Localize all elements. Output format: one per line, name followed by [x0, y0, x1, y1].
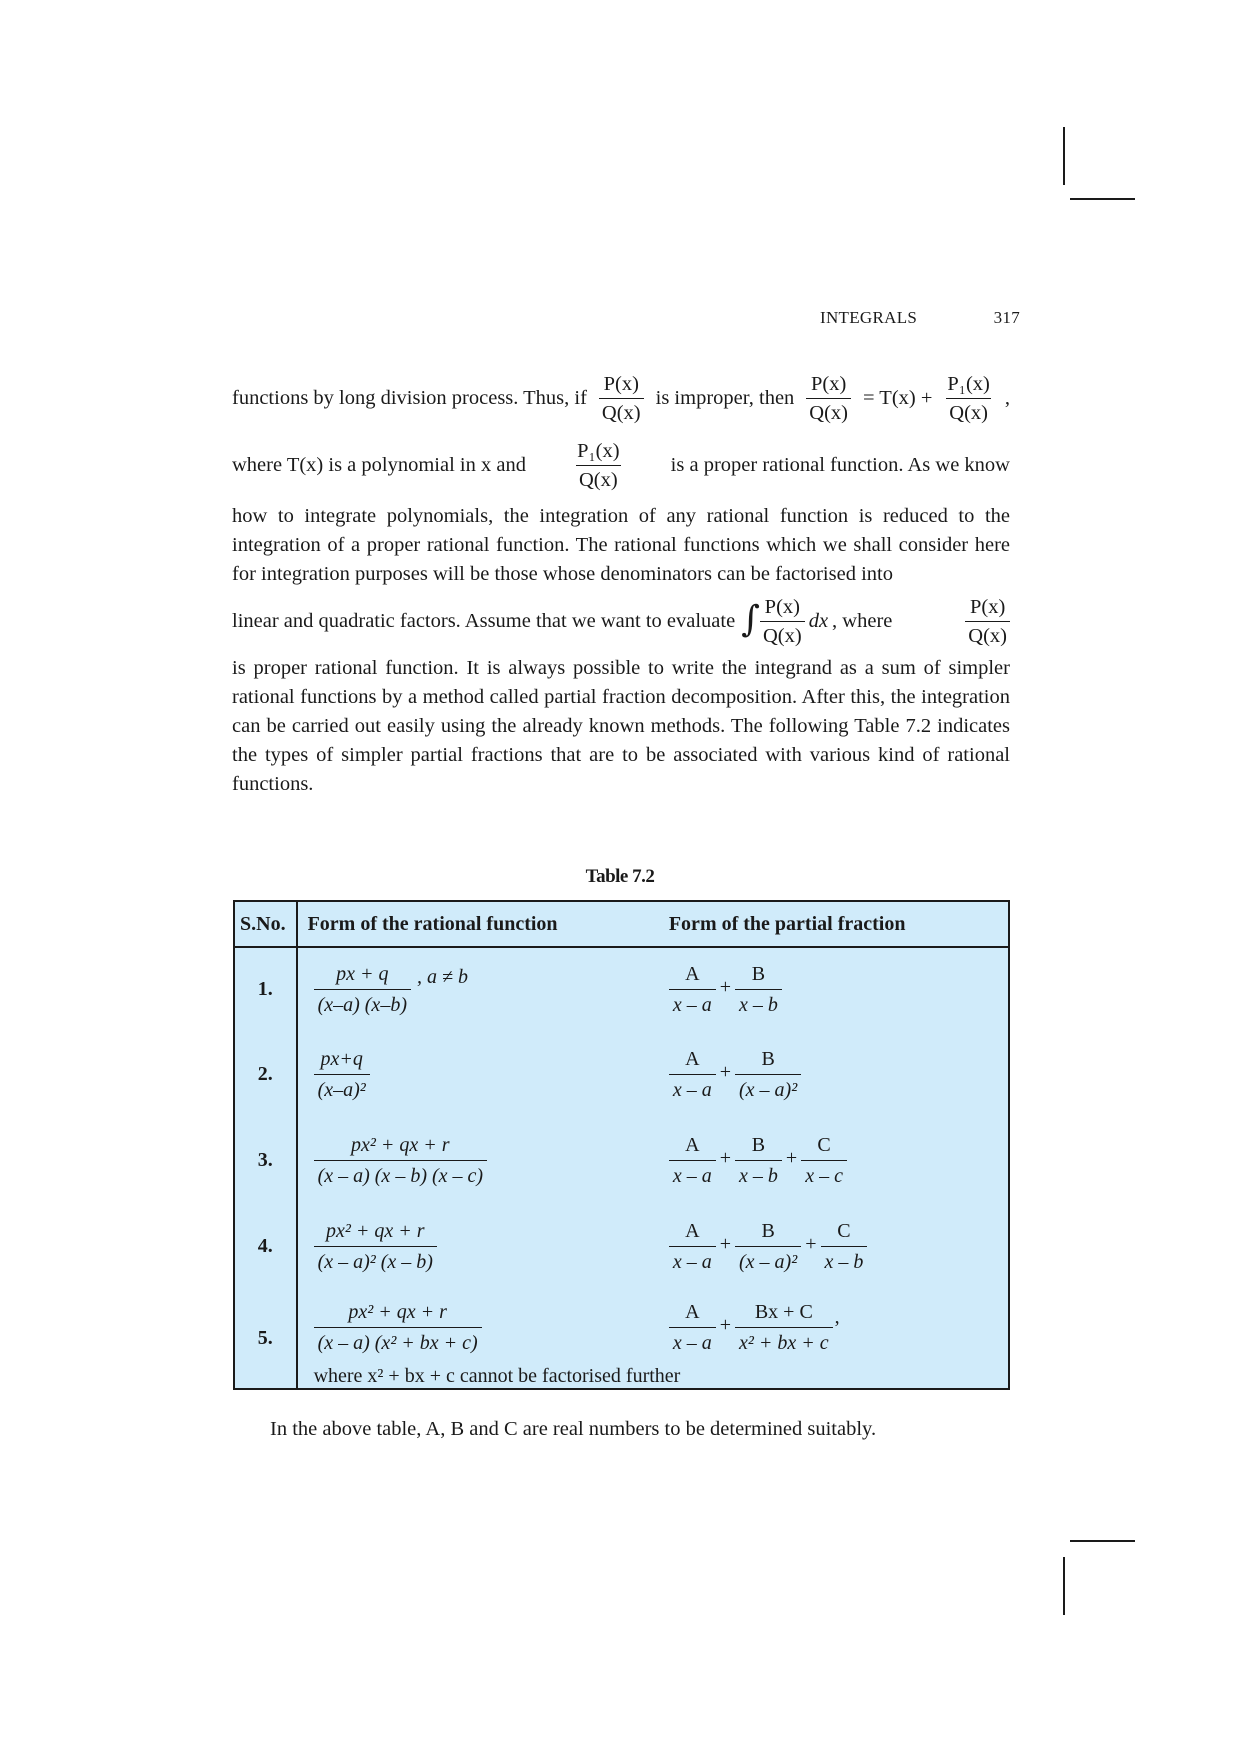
frac-numerator: B — [751, 963, 766, 985]
frac-denominator: (x – a)² — [735, 1246, 801, 1274]
page-number: 317 — [993, 308, 1020, 327]
frac-numerator: B — [751, 1133, 766, 1156]
plus-sign: + — [785, 1146, 798, 1169]
frac-denominator: Q(x) — [806, 398, 851, 425]
line2-text-a: where T(x) is a polynomial in x and — [232, 454, 526, 476]
fraction-p-over-q — [599, 372, 644, 425]
table-header-row — [234, 901, 1009, 947]
frac-denominator: (x – a) (x – b) (x – c) — [314, 1160, 487, 1188]
partial-fraction-cell — [669, 947, 1009, 1031]
table-caption: Table 7.2 — [585, 866, 655, 887]
rational-fraction — [314, 1219, 437, 1274]
plus-sign: + — [719, 1146, 732, 1169]
rational-function-cell — [297, 1289, 669, 1365]
partial-fraction-term — [735, 1219, 801, 1274]
frac-denominator: x – a — [669, 1160, 716, 1188]
fraction-p-over-q — [760, 595, 805, 648]
frac-denominator: Q(x) — [576, 465, 621, 492]
table-row — [234, 1031, 1009, 1117]
frac-numerator: P(x) — [810, 373, 847, 395]
partial-fraction-sum — [669, 1300, 1008, 1355]
fraction-p1-over-q — [944, 372, 992, 425]
frac-numerator: C — [837, 1219, 851, 1242]
frac-denominator: x – b — [821, 1246, 868, 1274]
partial-fraction-term — [669, 1133, 716, 1188]
frac-numerator: P(x) — [603, 373, 639, 395]
paragraph-1 — [232, 502, 1010, 589]
partial-fraction-cell — [669, 1289, 1009, 1365]
paragraph-2 — [232, 654, 1010, 799]
partial-fraction-term — [801, 1133, 847, 1188]
frac-denominator: x – a — [669, 1327, 716, 1355]
line1-tail: , — [1004, 387, 1010, 409]
frac-denominator: Q(x) — [946, 398, 991, 425]
partial-fraction-sum — [669, 962, 1008, 1017]
running-head — [820, 308, 1020, 328]
frac-numerator: px² + qx + r — [351, 1133, 450, 1156]
rational-fraction — [314, 1133, 487, 1188]
rational-function-cell — [297, 947, 669, 1031]
partial-fraction-term — [735, 962, 782, 1017]
paragraph-line-3 — [232, 595, 1010, 648]
condition-text: , a ≠ b — [416, 966, 468, 988]
frac-denominator: x – a — [669, 1246, 716, 1274]
frac-denominator: (x – a)² (x – b) — [314, 1246, 437, 1274]
fraction-p-over-q — [965, 595, 1010, 648]
paragraph-line-2 — [232, 439, 1010, 492]
paragraph-line-1 — [232, 372, 1010, 425]
row-number: 5. — [234, 1289, 297, 1389]
header-sno: S.No. — [234, 901, 297, 947]
table-row — [234, 1289, 1009, 1365]
frac-numerator: A — [685, 1219, 700, 1242]
partial-fraction-term — [821, 1219, 868, 1274]
frac-denominator: (x – a) (x² + bx + c) — [314, 1327, 482, 1355]
partial-fraction-cell — [669, 1031, 1009, 1117]
frac-denominator: Q(x) — [599, 398, 644, 425]
line1-text-a: functions by long division process. Thus, if — [232, 387, 587, 409]
frac-denominator: x – c — [801, 1160, 847, 1188]
rational-function-cell — [297, 1203, 669, 1289]
frac-numerator: A — [685, 1047, 700, 1070]
table-body — [234, 947, 1009, 1389]
partial-fractions-table — [233, 900, 1010, 1390]
frac-numerator: A — [685, 963, 700, 985]
crop-mark-top-horizontal — [1070, 198, 1135, 200]
footer-note: In the above table, A, B and C are real numbers to be determined suitably. — [270, 1418, 877, 1440]
frac-numerator: px² + qx + r — [348, 1300, 447, 1323]
plus-sign: + — [805, 1232, 817, 1255]
frac-numerator: px+q — [320, 1047, 363, 1070]
rational-function-cell — [297, 1117, 669, 1203]
frac-numerator: P(x) — [764, 596, 800, 618]
fraction-p-over-q — [806, 372, 851, 425]
table-note: where x² + bx + c cannot be factorised further — [313, 1365, 681, 1387]
fraction-p1-over-q — [574, 439, 622, 492]
frac-denominator: (x–a) (x–b) — [314, 989, 411, 1017]
frac-numerator: A — [685, 1133, 700, 1156]
line3-text-b: , where — [832, 610, 893, 632]
plus-sign: + — [719, 1232, 732, 1255]
rational-function — [314, 1300, 669, 1355]
frac-denominator: (x–a)² — [314, 1074, 370, 1102]
running-head-title: INTEGRALS — [820, 308, 918, 327]
plus-sign: + — [719, 976, 732, 998]
partial-fraction-sum — [669, 1219, 1008, 1274]
line2-text-b: is a proper rational function. As we know — [670, 454, 1010, 476]
row-number: 2. — [234, 1031, 297, 1117]
row-number: 4. — [234, 1203, 297, 1289]
frac-numerator: px + q — [336, 963, 389, 985]
equals-t-of-x: = T(x) + — [862, 387, 933, 409]
plus-sign: + — [719, 1313, 732, 1336]
rational-function-cell — [297, 1031, 669, 1117]
rational-function — [314, 1133, 669, 1188]
frac-numerator: B — [761, 1047, 775, 1070]
header-partial-fraction: Form of the partial fraction — [669, 901, 1009, 947]
frac-denominator: x² + bx + c — [735, 1327, 833, 1355]
paragraph-2-text: is proper rational function. It is always possible to write the integrand as a sum of simpler rational functions by a method called partial fraction decomposition. After this, the integration can be carried out easily using the already known methods. The following Table 7.2 indicates the types of simpler partial fractions that are to be associated with various kind of rational functions. — [232, 657, 1010, 795]
plus-sign: + — [719, 1060, 732, 1083]
partial-fraction-term — [735, 1047, 801, 1102]
frac-numerator: A — [685, 1300, 700, 1323]
crop-mark-bottom-vertical — [1063, 1557, 1065, 1615]
table-note-row — [234, 1365, 1009, 1389]
table-row — [234, 1117, 1009, 1203]
row-number: 3. — [234, 1117, 297, 1203]
table-row — [234, 1203, 1009, 1289]
partial-fraction-term — [735, 1300, 833, 1355]
integral-symbol: ∫ — [741, 599, 760, 640]
rational-function — [314, 1219, 669, 1274]
trailing-comma: , — [834, 1305, 840, 1328]
partial-fraction-term — [669, 1219, 716, 1274]
body-text — [232, 372, 1010, 799]
frac-denominator: x – b — [735, 1160, 782, 1188]
frac-numerator: C — [817, 1133, 831, 1156]
frac-numerator: P(x) — [969, 596, 1006, 618]
rational-fraction — [314, 1047, 370, 1102]
partial-fraction-sum — [669, 1133, 1008, 1188]
frac-numerator: Bx + C — [754, 1300, 813, 1323]
frac-denominator: x – a — [669, 1074, 716, 1102]
frac-denominator: x – a — [669, 989, 716, 1017]
frac-denominator: Q(x) — [760, 621, 805, 648]
row-number: 1. — [234, 947, 297, 1031]
rational-fraction — [314, 1300, 482, 1355]
frac-denominator: Q(x) — [965, 621, 1010, 648]
paragraph-1-text: how to integrate polynomials, the integration of any rational function is reduced to the integration of a proper rational function. The rational functions which we shall consider here for integration purposes will be those whose denominators can be factorised into — [232, 505, 1010, 585]
frac-denominator: x – b — [735, 989, 782, 1017]
frac-numerator: px² + qx + r — [326, 1219, 425, 1242]
partial-fraction-sum — [669, 1047, 1008, 1102]
line1-text-b: is improper, then — [655, 387, 795, 409]
partial-fraction-term — [735, 1133, 782, 1188]
rational-function — [314, 962, 669, 1017]
partial-fraction-term — [669, 1300, 716, 1355]
line3-text-a: linear and quadratic factors. Assume that we want to evaluate — [232, 610, 736, 632]
dx: dx — [808, 610, 829, 632]
crop-mark-bottom-horizontal — [1070, 1540, 1135, 1542]
frac-denominator: (x – a)² — [735, 1074, 801, 1102]
rational-fraction — [314, 962, 411, 1017]
frac-numerator: P₁(x) — [577, 440, 620, 462]
table-row — [234, 947, 1009, 1031]
partial-fraction-cell — [669, 1117, 1009, 1203]
partial-fraction-cell — [669, 1203, 1009, 1289]
crop-mark-top-vertical — [1063, 127, 1065, 185]
partial-fraction-term — [669, 1047, 716, 1102]
rational-function — [314, 1047, 669, 1102]
partial-fraction-term — [669, 962, 716, 1017]
frac-numerator: B — [761, 1219, 775, 1242]
header-rational-function: Form of the rational function — [297, 901, 669, 947]
frac-numerator: P₁(x) — [947, 373, 990, 395]
